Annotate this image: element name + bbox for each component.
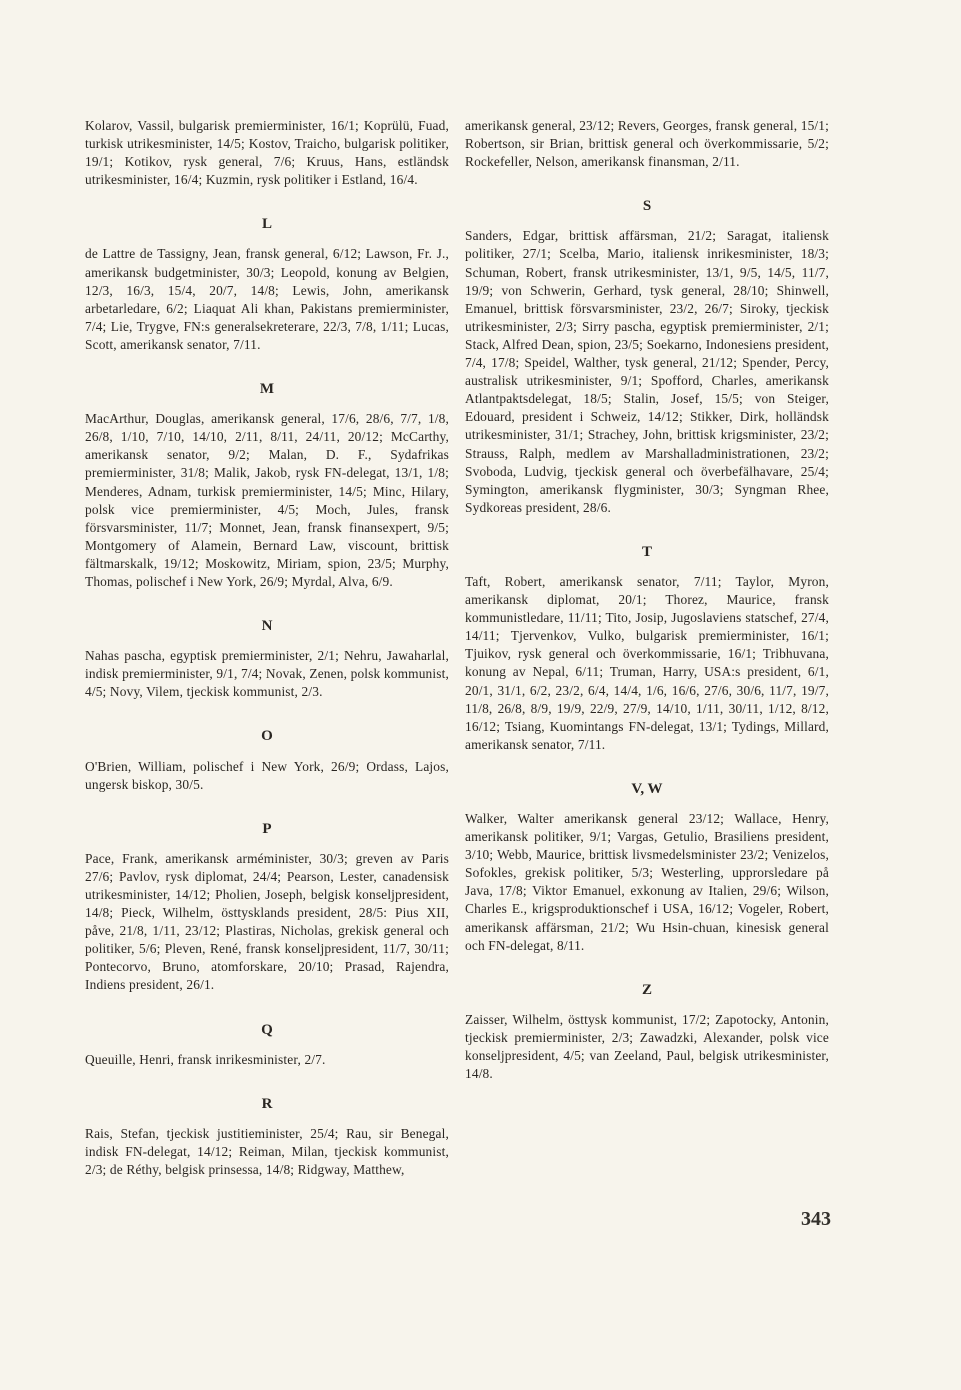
index-entry-paragraph: amerikansk general, 23/12; Revers, Georges, fransk general, 15/1; Robertson, sir Brian, brittisk general och överkommissarie, 5/2; Rockefeller, Nelson, amerikansk finansman, 2/11. <box>465 118 829 170</box>
left-column <box>85 117 449 1179</box>
section-letter-p: P <box>262 820 272 837</box>
section-letter-r: R <box>261 1095 273 1112</box>
index-entry-paragraph: O'Brien, William, polischef i New York, 26/9; Ordass, Lajos, ungersk biskop, 30/5. <box>85 758 449 792</box>
section-letter-v-w: V, W <box>631 780 663 797</box>
section-letter-m: M <box>259 381 275 398</box>
section-letter-o: O <box>261 728 273 745</box>
index-entry-paragraph: Kolarov, Vassil, bulgarisk premierminister, 16/1; Koprülü, Fuad, turkisk utrikesminister, 14/5; Kostov, Traicho, bulgarisk politiker, 19/1; Kotikov, rysk general, 7/6; Kruus, Hans, estländsk utrikesminister, 16/4; Kuzmin, rysk politiker i Estland, 16/4. <box>85 118 449 188</box>
section-letter-t: T <box>641 543 652 560</box>
index-entry-paragraph: Queuille, Henri, fransk inrikesminister, 2/7. <box>85 1051 326 1067</box>
index-entry-paragraph: Sanders, Edgar, brittisk affärsman, 21/2; Saragat, italiensk politiker, 27/1; Scelba, Mario, italiensk inrikesminister, 18/3; Schuman, Robert, fransk utrikesminister, 13/1, 9/5, 14/5, 11/7, 19/9; von Schwerin, Gerhard, tysk general, 28/10; Shinwell, Emanuel, brittisk försvarsminister, 23/2, 26/7; Siroky, tjeckisk utrikesminister, 2/3; Sirry pascha, egyptisk premierminister, 2/1; Stack, Alfred Dean, spion, 23/5; Soekarno, Indonesiens president, 7/4, 17/8; Speidel, Walther, tysk general, 21/12; Spender, Percy, australisk utrikesminister, 9/1; Spofford, Charles, amerikansk Atlantpaktsdelegat, 18/5; Stalin, Josef, 15/5; von Steiger, Edouard, president i Schweiz, 14/12; Stikker, Dirk, holländsk utrikesminister, 31/1; Strachey, John, brittisk krigsminister, 23/2; Strauss, Ralph, medlem av Marshalladministrationen, 23/2; Svoboda, Ludvig, tjeckisk general och överbefälhavare, 25/4; Symington, amerikansk flygminister, 30/3; Syngman Rhee, Sydkoreas president, 28/6. <box>465 228 829 515</box>
index-entry-paragraph: Zaisser, Wilhelm, östtysk kommunist, 17/2; Zapotocky, Antonin, tjeckisk premierminister, 2/3; Zawadzki, Alexander, polsk vice konseljpresident, 4/5; van Zeeland, Paul, belgisk utrikesminister, 14/8. <box>465 1011 829 1082</box>
index-entry-paragraph: Rais, Stefan, tjeckisk justitieminister, 25/4; Rau, sir Benegal, indisk FN-delegat, 14/12; Reiman, Milan, tjeckisk kommunist, 2/3; de Réthy, belgisk prinsessa, 14/8; Ridgway, Matthew, <box>85 1125 449 1178</box>
index-entry-paragraph: Pace, Frank, amerikansk arméminister, 30/3; greven av Paris 27/6; Pavlov, rysk diplomat, 24/4; Pearson, Lester, canadensisk utrikesminister, 14/12; Pholien, Joseph, belgisk konseljpresident, 14/8; Pieck, Wilhelm, östtysklands president, 28/5: Pius XII, påve, 21/8, 1/11, 23/12; Plastiras, Nicholas, grekisk general och politiker, 5/6; Pleven, René, fransk konseljpresident, 11/7, 30/11; Pontecorvo, Bruno, atomforskare, 20/10; Prasad, Rajendra, Indiens president, 26/1. <box>85 850 449 993</box>
section-letter-l: L <box>261 216 272 233</box>
index-entry-paragraph: Nahas pascha, egyptisk premierminister, 2/1; Nehru, Jawaharlal, indisk premierminister, 9/1, 7/4; Novak, Zenen, polsk kommunist, 4/5; Novy, Vilem, tjeckisk kommunist, 2/3. <box>85 648 449 700</box>
index-entry-paragraph: Walker, Walter amerikansk general 23/12; Wallace, Henry, amerikansk politiker, 9/1; Vargas, Getulio, Brasiliens president, 3/10; Webb, Maurice, brittisk livsmedelsminister 23/2; Venizelos, Sofokles, grekisk politiker, 5/3; Westerling, upprorsledare på Java, 17/8; Viktor Emanuel, exkonung av Italien, 29/6; Wilson, Charles E., krigsproduktionschef i USA, 16/12; Vogeler, Robert, amerikansk affärsman, 21/2; Wu Hsin-chuan, kinesisk general och FN-delegat, 8/11. <box>465 811 829 953</box>
section-letter-n: N <box>261 618 273 635</box>
section-letter-s: S <box>642 198 652 215</box>
index-entry-paragraph: MacArthur, Douglas, amerikansk general, 17/6, 28/6, 7/7, 1/8, 26/8, 1/10, 7/10, 14/10, 2/11, 8/11, 24/11, 20/12; McCarthy, amerikansk senator, 9/2; Malan, D. F., Sydafrikas premierminister, 31/8; Malik, Jakob, rysk FN-delegat, 13/1, 1/8; Menderes, Adnam, turkisk premierminister, 14/5; Minc, Hilary, polsk vice premierminister, 4/5; Moch, Jules, fransk försvarsminister, 11/7; Monnet, Jean, fransk finansexpert, 9/5; Montgomery of Alamein, Bernard Law, viscount, brittisk fältmarskalk, 19/12; Moskowitz, Miriam, spion, 23/5; Murphy, Thomas, polischef i New York, 26/9; Myrdal, Alva, 6/9. <box>85 411 449 589</box>
page-number: 343 <box>801 1208 831 1230</box>
section-letter-z: Z <box>641 981 652 998</box>
index-entry-paragraph: de Lattre de Tassigny, Jean, fransk general, 6/12; Lawson, Fr. J., amerikansk budgetminister, 30/3; Leopold, konung av Belgien, 12/3, 16/3, 15/4, 20/7, 14/8; Lewis, John, amerikansk arbetarledare, 6/2; Liaquat Ali khan, Pakistans premierminister, 7/4; Lie, Trygve, FN:s generalsekreterare, 22/3, 7/8, 1/11; Lucas, Scott, amerikansk senator, 7/11. <box>85 246 449 352</box>
section-letter-q: Q <box>261 1021 273 1038</box>
right-column <box>465 117 829 1083</box>
index-entry-paragraph: Taft, Robert, amerikansk senator, 7/11; Taylor, Myron, amerikansk diplomat, 20/1; Thorez, Maurice, fransk kommunistledare, 11/11; Tito, Josip, Jugoslaviens statschef, 27/4, 14/11; Tjervenkov, Vulko, bulgarisk premierminister, 16/1; Tjuikov, rysk general och överkommissarie, 16/1; Tribhuvana, konung av Nepal, 6/11; Truman, Harry, USA:s president, 6/1, 20/1, 31/1, 6/2, 23/2, 6/4, 14/4, 1/6, 16/6, 27/6, 30/6, 11/7, 19/7, 11/8, 26/8, 8/9, 19/9, 22/9, 27/9, 14/10, 1/11, 30/11, 1/12, 8/12, 16/12; Tsiang, Kuomintangs FN-delegat, 13/1; Tydings, Millard, amerikansk senator, 7/11. <box>465 573 829 752</box>
